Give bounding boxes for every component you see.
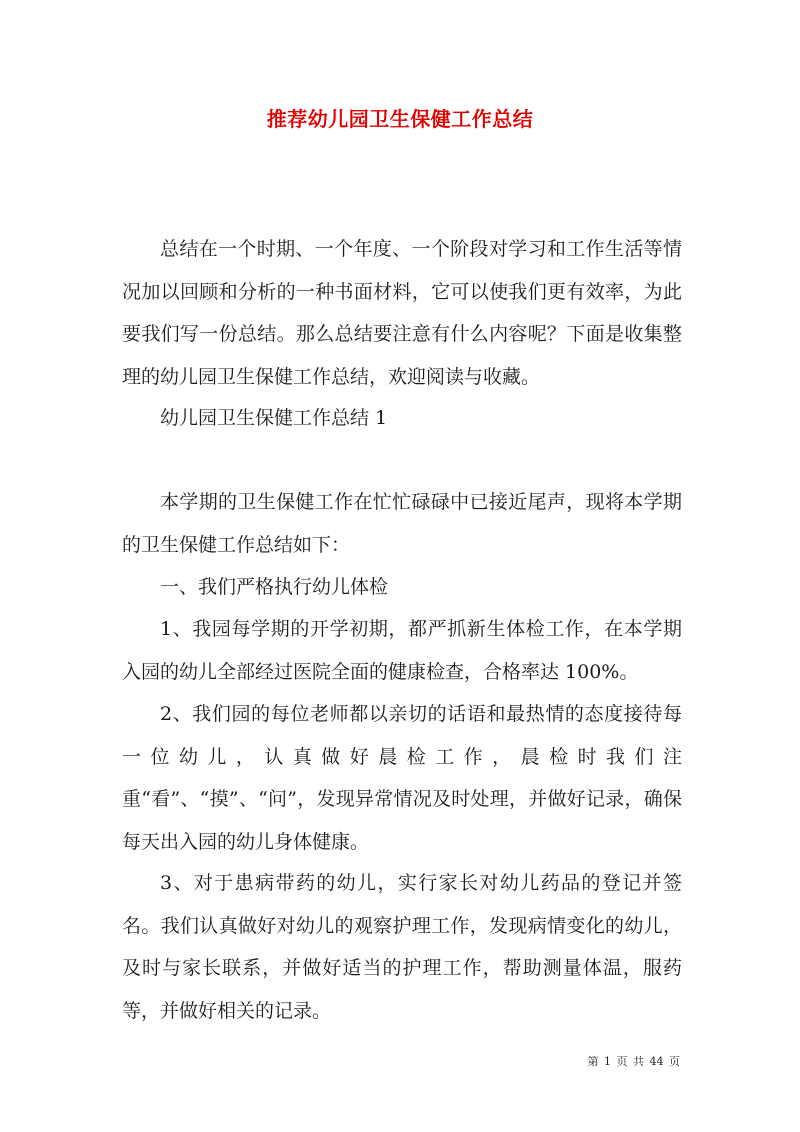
- section-heading-1: 幼儿园卫生保健工作总结 1: [160, 407, 388, 429]
- intro-paragraph: 总结在一个时期、一个年度、一个阶段对学习和工作生活等情况加以回顾和分析的一种书面材料，它可以使我们更有效率，为此要我们写一份总结。那么总结要注意有什么内容呢？下面是收集整理的幼儿园卫生保健工作总结，欢迎阅读与收藏。: [122, 238, 682, 388]
- item-paragraph-1: 1、我园每学期的开学初期，都严抓新生体检工作，在本学期入园的幼儿全部经过医院全面的健康检查，合格率达 100%。: [122, 618, 682, 683]
- summary-paragraph: 本学期的卫生保健工作在忙忙碌碌中已接近尾声，现将本学期的卫生保健工作总结如下：: [122, 491, 682, 556]
- item-paragraph-2: 2、我们园的每位老师都以亲切的话语和最热情的态度接待每一位幼儿，认真做好晨检工作，晨检时我们注重“看”、“摸”、“问”，发现异常情况及时处理，并做好记录，确保每天出入园的幼儿身体健康。: [122, 703, 682, 853]
- subheading-physical-exam: 一、我们严格执行幼儿体检: [160, 576, 389, 598]
- page-number-footer: 第 1 页 共 44 页: [587, 1055, 680, 1068]
- item-paragraph-3: 3、对于患病带药的幼儿，实行家长对幼儿药品的登记并签名。我们认真做好对幼儿的观察护理工作，发现病情变化的幼儿，及时与家长联系，并做好适当的护理工作，帮助测量体温，服药等，并做好相关的记录。: [122, 872, 682, 1022]
- document-title: 推荐幼儿园卫生保健工作总结: [266, 107, 534, 131]
